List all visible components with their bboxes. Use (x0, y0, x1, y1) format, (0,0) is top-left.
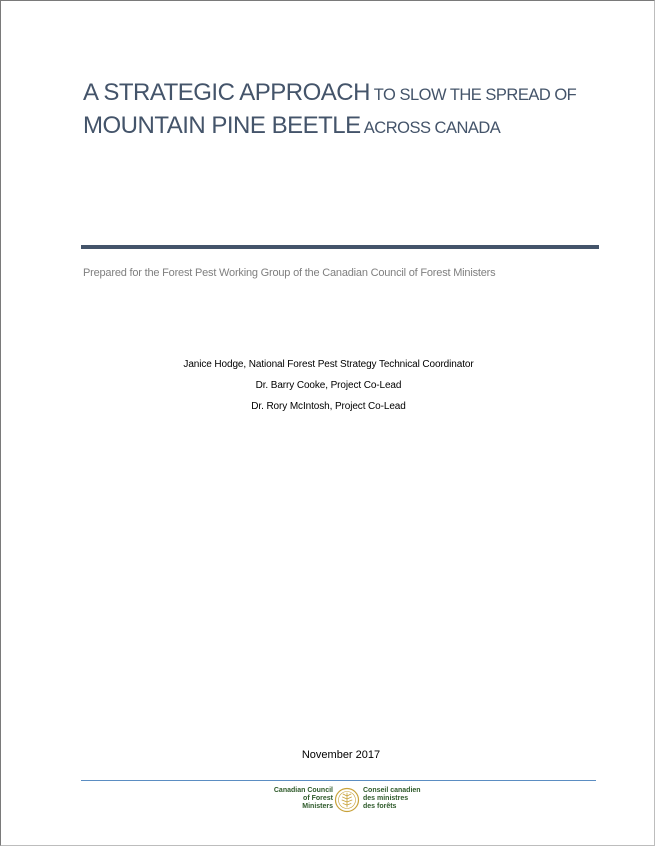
logo-text-english (274, 787, 333, 811)
logo-en-line: of Forest (303, 795, 333, 802)
title-line-1 (83, 81, 603, 105)
report-title (83, 81, 603, 138)
logo-fr-line: des forêts (363, 803, 397, 810)
title-line-2-small: ACROSS CANADA (360, 119, 501, 137)
title-line-1-big: A STRATEGIC APPROACH (83, 79, 370, 106)
author-line: Janice Hodge, National Forest Pest Strategy Technical Coordinator (183, 359, 474, 370)
title-line-2-big: MOUNTAIN PINE BEETLE (83, 112, 361, 139)
title-divider (81, 245, 599, 249)
logo-en-line: Canadian Council (273, 787, 333, 794)
author-line: Dr. Rory McIntosh, Project Co-Lead (251, 401, 406, 412)
ccfm-logo (263, 787, 428, 821)
title-line-1-small: TO SLOW THE SPREAD OF (369, 86, 577, 104)
prepared-for-text: Prepared for the Forest Pest Working Group of the Canadian Council of Forest Ministers (83, 267, 496, 279)
ccfm-emblem-icon (334, 787, 360, 813)
logo-fr-line: Conseil canadien (363, 787, 421, 794)
logo-en-line: Ministers (302, 803, 333, 810)
footer-divider (81, 780, 596, 781)
logo-text-french (363, 787, 421, 811)
publication-date: November 2017 (301, 749, 381, 761)
author-list (1, 354, 656, 417)
author-line: Dr. Barry Cooke, Project Co-Lead (255, 380, 402, 391)
logo-fr-line: des ministres (363, 795, 409, 802)
title-line-2 (83, 114, 603, 138)
